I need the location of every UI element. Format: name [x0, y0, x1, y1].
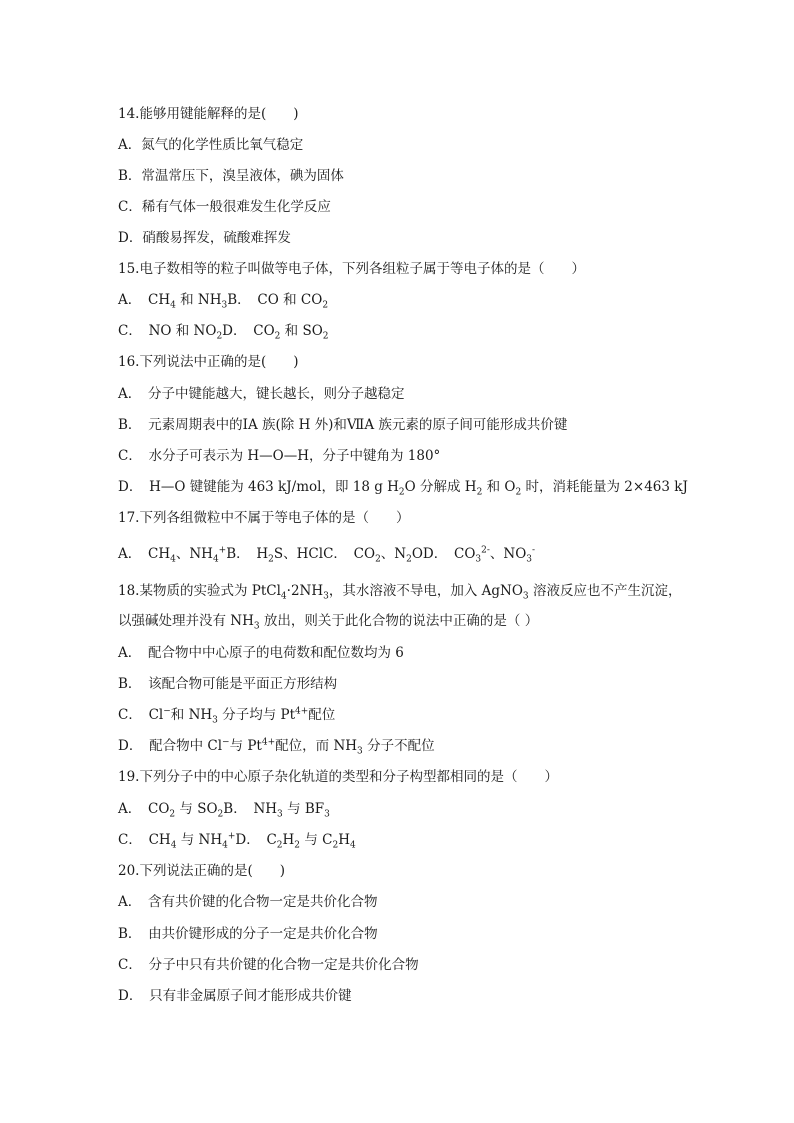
- q18-stem-line2: 以强碱处理并没有 $NH_3$ 放出，则关于此化合物的说法中正确的是（ ）: [118, 613, 539, 632]
- q20-option-a: A． 含有共价键的化合物一定是共价化合物: [118, 894, 378, 910]
- q16-option-c: C． 水分子可表示为 H—O—H，分子中键角为 180°: [118, 448, 441, 464]
- q20-option-d: D． 只有非金属原子间才能形成共价键: [118, 988, 352, 1004]
- q19-options-ab: A． $CO_2$ 与 $SO_2B$． $NH_3$ 与 $BF_3$: [118, 801, 330, 820]
- q18-option-b: B． 该配合物可能是平面正方形结构: [118, 676, 338, 692]
- q16-option-d: D． H—O 键键能为 463 kJ/mol，即 18 g $H_2O$ 分解成 $H_2$ 和 $O_2$ 时，消耗能量为 2×463 kJ: [118, 479, 688, 498]
- q14-option-b: B．常温常压下，溴呈液体，碘为固体: [118, 168, 344, 184]
- q14-stem: 14.能够用键能解释的是( ): [118, 106, 299, 122]
- q20-option-b: B． 由共价键形成的分子一定是共价化合物: [118, 926, 378, 942]
- q16-option-b: B． 元素周期表中的ⅠA 族(除 H 外)和ⅦA 族元素的原子间可能形成共价键: [118, 417, 568, 433]
- q18-option-c: C． Cl−和 $NH_3$ 分子均与 $Pt^{4+}$配位: [118, 706, 336, 726]
- q20-stem: 20.下列说法正确的是( ): [118, 863, 286, 879]
- q18-option-d: D． 配合物中 Cl−与 $Pt^{4+}$配位，而 $NH_3$ 分子不配位: [118, 737, 435, 757]
- q17-stem: 17.下列各组微粒中不属于等电子体的是（ ）: [118, 510, 410, 526]
- q15-options-ab: A． $CH_4$ 和 $NH_3B$． CO 和 $CO_2$: [118, 292, 329, 311]
- q18-option-a: A． 配合物中中心原子的电荷数和配位数均为 6: [118, 645, 404, 661]
- q15-options-cd: C． NO 和 $NO_2D$． $CO_2$ 和 $SO_2$: [118, 323, 329, 342]
- q16-stem: 16.下列说法中正确的是( ): [118, 354, 299, 370]
- q17-options: A． $CH_4$、$NH_4^+B$． $H_2S$、HClC． $CO_2$、$N_2OD$． $CO_3^{2-}$、$NO_3^-$: [118, 545, 536, 565]
- q20-option-c: C． 分子中只有共价键的化合物一定是共价化合物: [118, 957, 419, 973]
- q19-stem: 19.下列分子中的中心原子杂化轨道的类型和分子构型都相同的是（ ）: [118, 769, 558, 785]
- q18-stem-line1: 18.某物质的实验式为 $PtCl_4\cdot 2NH_3$，其水溶液不导电，加入 AgNO$_3$ 溶液反应也不产生沉淀，: [118, 583, 682, 602]
- q14-option-c: C．稀有气体一般很难发生化学反应: [118, 199, 331, 215]
- q15-stem: 15.电子数相等的粒子叫做等电子体，下列各组粒子属于等电子体的是（ ）: [118, 261, 585, 277]
- q16-option-a: A． 分子中键能越大，键长越长，则分子越稳定: [118, 386, 405, 402]
- q14-option-a: A．氮气的化学性质比氧气稳定: [118, 137, 304, 153]
- q19-options-cd: C． $CH_4$ 与 $NH_4^+D$． $C_2H_2$ 与 $C_2H_4$: [118, 831, 356, 851]
- q14-option-d: D．硝酸易挥发，硫酸难挥发: [118, 230, 291, 246]
